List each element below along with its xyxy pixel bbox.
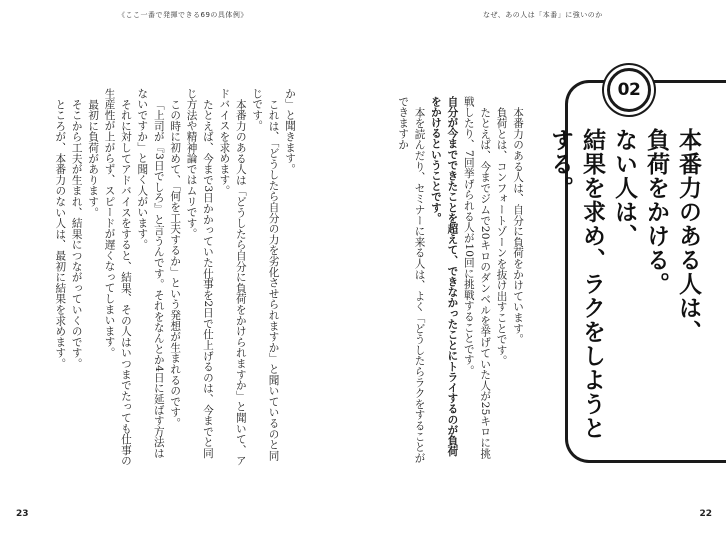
- section-heading: [544, 128, 704, 448]
- left-body-text: [52, 88, 298, 468]
- page-number-right: 22: [699, 509, 712, 519]
- paragraph: 本番力のある人は、自分に負荷をかけています。: [512, 106, 524, 345]
- heading-line: 結果を求め、ラクをしようとする。: [547, 128, 605, 440]
- section-number-badge: [607, 68, 651, 112]
- page-number-left: 23: [16, 509, 29, 519]
- paragraph: 本番力のある人は「どうしたら自分に負荷をかけられますか」と聞いて、アドバイスを求めます。: [218, 88, 247, 466]
- paragraph: それに対してアドバイスをすると、結果、その人はいつまでたっても仕事の生産性が上がらず、スピードが遅くなってしまいます。: [103, 88, 132, 466]
- paragraph: か」と聞きます。: [284, 88, 296, 175]
- paragraph: そこから工夫が生まれ、結果につながっていくのです。: [70, 98, 83, 369]
- running-head-right: なぜ、あの人は「本番」に強いのか: [483, 11, 603, 19]
- paragraph: 本を読んだり、セミナーに来る人は、よく「どうしたらラクをすることができますか: [397, 96, 426, 463]
- running-head-left: 《ここ一番で発揮できる69の具体例》: [118, 11, 248, 19]
- heading-line: 本番力のある人は、: [675, 128, 701, 344]
- paragraph: たとえば、今までジムで20キロのダンベルを挙げていた人が25キロに挑戦したり、7回挙げられる人が10回に挑戦することです。: [462, 96, 492, 459]
- paragraph: この時に初めて、「何を工夫するか」という発想が生まれるのです。: [169, 98, 182, 429]
- paragraph: たとえば、今まで3日かかっていた仕事を2日で仕上げるのは、今までと同じ方法や精神論ではムリです。: [185, 88, 214, 459]
- right-body-text: [395, 96, 526, 466]
- paragraph: これは、「どうしたら自分の力を劣化させられますか」と聞いているのと同じです。: [251, 88, 280, 461]
- paragraph: 「上司が『3日でしろ』と言うんです。それをなんとか4日に延ばす方法はないですか」と聞く人がいます。: [136, 88, 165, 459]
- paragraph: 負荷とは、コンフォートゾーンを抜け出すことです。: [495, 106, 508, 366]
- paragraph: 最初に負荷があります。: [87, 98, 100, 218]
- right-page: [363, 0, 726, 533]
- heading-line: 負荷をかける。: [643, 128, 669, 296]
- heading-line: ない人は、: [611, 128, 637, 248]
- paragraph: ところが、本番力のない人は、最初に結果を求めます。: [54, 98, 67, 369]
- emphasis-paragraph: 自分が今までできたことを超えて、できなかったことにトライするのが負荷をかけるということです。: [429, 96, 459, 457]
- section-number: 02: [617, 80, 641, 100]
